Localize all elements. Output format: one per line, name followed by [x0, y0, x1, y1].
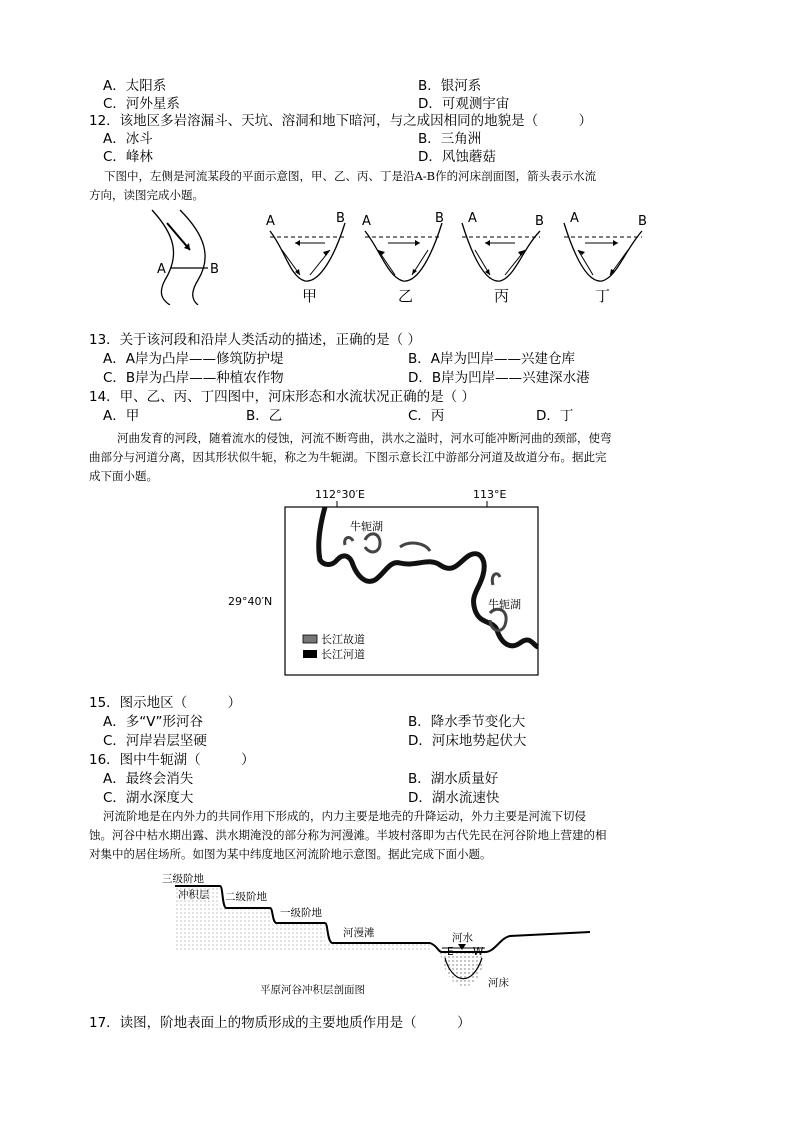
q14-option-a: A．甲 [103, 408, 140, 424]
intro3-line3: 对集中的居住场所。如图为某中纬度地区河流阶地示意图。据此完成下面小题。 [89, 847, 492, 861]
legend-old-channel: 长江故道 [321, 633, 365, 646]
q15-stem: 15．图示地区（ ） [89, 695, 242, 711]
terrace-water-label: 河水 [452, 932, 473, 944]
q16-stem: 16．图中牛轭湖（ ） [89, 752, 255, 768]
q13-stem: 13．关于该河段和沿岸人类活动的描述，正确的是（ ） [89, 332, 421, 348]
q15-option-b: B．降水季节变化大 [408, 714, 526, 730]
section-jia-b: B [336, 211, 345, 226]
intro3-line2: 蚀。河谷中枯水期出露、洪水期淹没的部分称为河漫滩。半坡村落即为古代先民在河谷阶地上营建的相 [89, 828, 607, 842]
map-lon2: 113°E [473, 488, 507, 501]
intro1-line1: 下图中，左侧是河流某段的平面示意图，甲、乙、丙、丁是沿A-B作的河床剖面图，箭头表示水流 [104, 169, 597, 183]
section-bing-a: A [468, 211, 477, 226]
terrace-bed-label: 河床 [488, 977, 509, 989]
q14-stem: 14．甲、乙、丙、丁四图中，河床形态和水流状况正确的是（ ） [89, 389, 475, 405]
intro2-line1: 河曲发育的河段，随着流水的侵蚀，河流不断弯曲，洪水之溢时，河水可能冲断河曲的颈部，使弯 [117, 431, 612, 445]
section-ding-label: 丁 [595, 287, 611, 305]
section-yi-b: B [435, 211, 444, 226]
q15-option-d: D．河床地势起伏大 [408, 733, 527, 749]
q12-option-d: D．风蚀蘑菇 [418, 149, 496, 165]
q11-option-b: B．银河系 [418, 78, 482, 94]
intro2-line3: 成下面小题。 [89, 469, 158, 483]
q11-option-a: A．太阳系 [103, 78, 167, 94]
map-lon1: 112°30′E [315, 488, 365, 501]
q17-stem: 17．读图，阶地表面上的物质形成的主要地质作用是（ ） [89, 1015, 471, 1031]
legend-river-swatch [303, 650, 317, 658]
q15-option-a: A．多“V”形河谷 [103, 714, 203, 730]
q16-option-d: D．湖水流速快 [408, 790, 500, 806]
terrace-caption: 平原河谷冲积层剖面图 [260, 984, 365, 996]
q14-option-b: B．乙 [246, 408, 283, 424]
plan-label-a: A [157, 262, 166, 277]
section-jia-label: 甲 [302, 287, 318, 305]
intro2-line2: 曲部分与河道分离，因其形状似牛轭，称之为牛轭湖。下图示意长江中游部分河道及故道分布。据此完 [89, 450, 607, 464]
q16-option-a: A．最终会消失 [103, 771, 194, 787]
section-ding [564, 211, 647, 305]
section-jia [266, 211, 345, 305]
q13-option-d: D．B岸为凹岸——兴建深水港 [408, 370, 590, 386]
terrace-label-1: 一级阶地 [280, 907, 322, 919]
river-terrace-figure [160, 868, 590, 998]
q16-option-b: B．湖水质量好 [408, 771, 499, 787]
section-yi [362, 211, 444, 305]
plan-label-b: B [210, 262, 219, 277]
legend-old-channel-swatch [303, 635, 317, 643]
section-bing-b: B [535, 214, 544, 229]
q12-option-c: C．峰林 [103, 149, 153, 165]
map-lake2: 牛轭湖 [488, 598, 521, 611]
section-yi-a: A [362, 214, 371, 229]
q12-stem: 12．该地区多岩溶漏斗、天坑、溶洞和地下暗河，与之成因相同的地貌是（ ） [89, 113, 593, 129]
q16-option-c: C．湖水深度大 [103, 790, 194, 806]
terrace-floodplain-label: 河漫滩 [343, 927, 375, 939]
q12-option-a: A．冰斗 [103, 131, 153, 147]
section-ding-a: A [570, 211, 579, 226]
section-jia-a: A [266, 214, 275, 229]
intro3-line1: 河流阶地是在内外力的共同作用下形成的，内力主要是地壳的升降运动，外力主要是河流下切侵 [103, 809, 586, 823]
q13-option-b: B．A岸为凹岸——兴建仓库 [408, 351, 575, 367]
q15-option-c: C．河岸岩层坚硬 [103, 733, 207, 749]
intro1-line2: 方向，读图完成小题。 [89, 188, 204, 202]
q14-option-c: C．丙 [408, 408, 445, 424]
q13-option-c: C．B岸为凸岸——种植农作物 [103, 370, 284, 386]
q14-option-d: D．丁 [536, 408, 574, 424]
river-cross-section-figure [150, 205, 660, 305]
section-ding-b: B [638, 214, 647, 229]
terrace-label-2: 二级阶地 [225, 891, 267, 903]
section-yi-label: 乙 [398, 287, 414, 305]
q11-option-c: C．河外星系 [103, 96, 180, 112]
q11-option-d: D．可观测宇宙 [418, 96, 510, 112]
yangtze-oxbow-map [225, 485, 545, 680]
map-lat: 29°40′N [228, 595, 273, 608]
q13-option-a: A．A岸为凸岸——修筑防护堤 [103, 351, 284, 367]
section-bing-label: 丙 [494, 287, 510, 305]
legend-river: 长江河道 [321, 648, 365, 661]
section-bing [462, 211, 544, 305]
terrace-label-3: 三级阶地 [162, 873, 204, 885]
map-lake1: 牛轭湖 [350, 520, 383, 533]
q12-option-b: B．三角洲 [418, 131, 482, 147]
